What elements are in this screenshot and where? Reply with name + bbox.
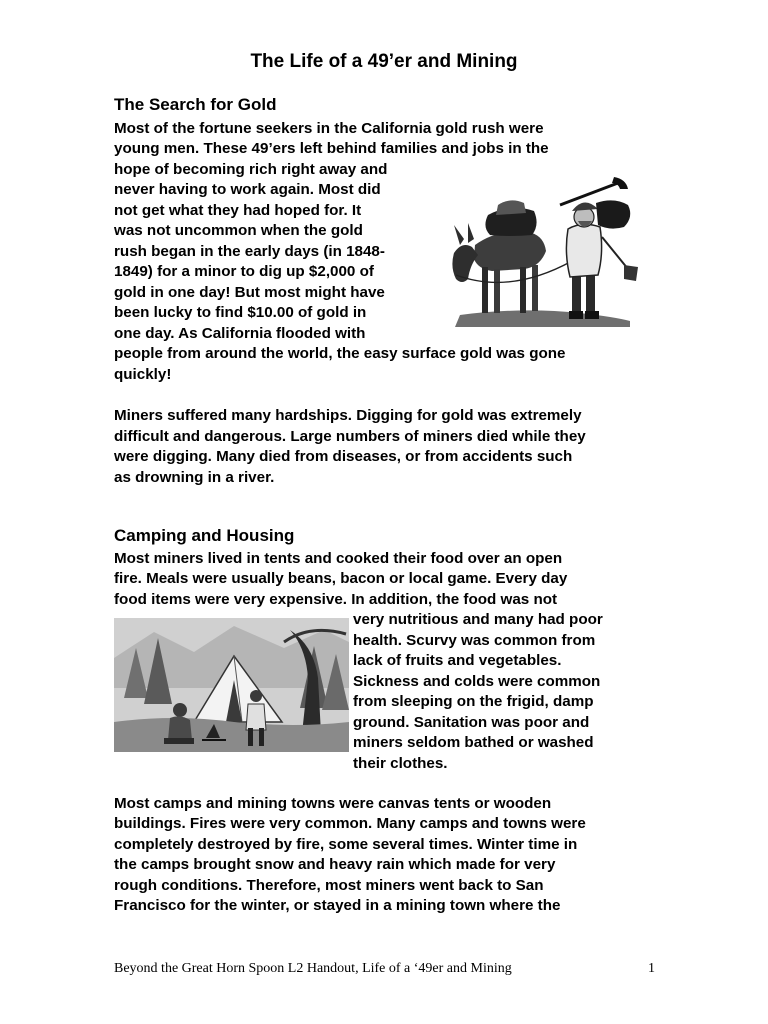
text-line: as drowning in a river. bbox=[114, 469, 275, 486]
text-line: Most miners lived in tents and cooked their food over an open bbox=[114, 550, 563, 567]
text-line: very nutritious and many had poor bbox=[353, 611, 603, 628]
miner-with-mule-illustration bbox=[440, 175, 645, 327]
footer-text: Beyond the Great Horn Spoon L2 Handout, Life of a ‘49er and Mining bbox=[114, 961, 512, 976]
mining-camp-illustration bbox=[114, 618, 349, 752]
text-line: was not uncommon when the gold bbox=[114, 222, 363, 239]
text-line: been lucky to find $10.00 of gold in bbox=[114, 304, 367, 321]
text-line: rush began in the early days (in 1848- bbox=[114, 243, 385, 260]
text-line: Miners suffered many hardships. Digging for gold was extremely bbox=[114, 407, 582, 424]
text-line: quickly! bbox=[114, 366, 172, 383]
text-line: lack of fruits and vegetables. bbox=[353, 652, 562, 669]
text-line: their clothes. bbox=[353, 755, 448, 772]
text-line: gold in one day! But most might have bbox=[114, 284, 385, 301]
text-line: from sleeping on the frigid, damp bbox=[353, 693, 594, 710]
text-line: were digging. Many died from diseases, or from accidents such bbox=[114, 448, 573, 465]
text-line: never having to work again. Most did bbox=[114, 181, 381, 198]
text-line: difficult and dangerous. Large numbers of miners died while they bbox=[114, 428, 586, 445]
text-line: the camps brought snow and heavy rain which made for very bbox=[114, 856, 556, 873]
text-line: health. Scurvy was common from bbox=[353, 632, 596, 649]
text-line: one day. As California flooded with bbox=[114, 325, 366, 342]
text-line: completely destroyed by fire, some several times. Winter time in bbox=[114, 836, 578, 853]
text-line: hope of becoming rich right away and bbox=[114, 161, 388, 178]
text-line: not get what they had hoped for. It bbox=[114, 202, 362, 219]
text-line: fire. Meals were usually beans, bacon or local game. Every day bbox=[114, 570, 568, 587]
text-line: Francisco for the winter, or stayed in a mining town where the bbox=[114, 897, 561, 914]
text-line: people from around the world, the easy surface gold was gone bbox=[114, 345, 566, 362]
text-line: buildings. Fires were very common. Many camps and towns were bbox=[114, 815, 586, 832]
text-line: Sickness and colds were common bbox=[353, 673, 601, 690]
section-heading-camping-and-housing: Camping and Housing bbox=[114, 526, 295, 545]
page-footer bbox=[114, 960, 655, 978]
page-title: The Life of a 49’er and Mining bbox=[250, 51, 518, 72]
text-line: Most camps and mining towns were canvas tents or wooden bbox=[114, 795, 552, 812]
text-line: miners seldom bathed or washed bbox=[353, 734, 594, 751]
section-heading-search-for-gold: The Search for Gold bbox=[114, 95, 277, 114]
text-line: 1849) for a minor to dig up $2,000 of bbox=[114, 263, 374, 280]
text-line: Most of the fortune seekers in the California gold rush were bbox=[114, 120, 544, 137]
text-line: rough conditions. Therefore, most miners went back to San bbox=[114, 877, 544, 894]
text-line: young men. These 49’ers left behind families and jobs in the bbox=[114, 140, 549, 157]
text-line: ground. Sanitation was poor and bbox=[353, 714, 590, 731]
text-line: food items were very expensive. In addition, the food was not bbox=[114, 591, 558, 608]
page-number: 1 bbox=[648, 961, 655, 976]
